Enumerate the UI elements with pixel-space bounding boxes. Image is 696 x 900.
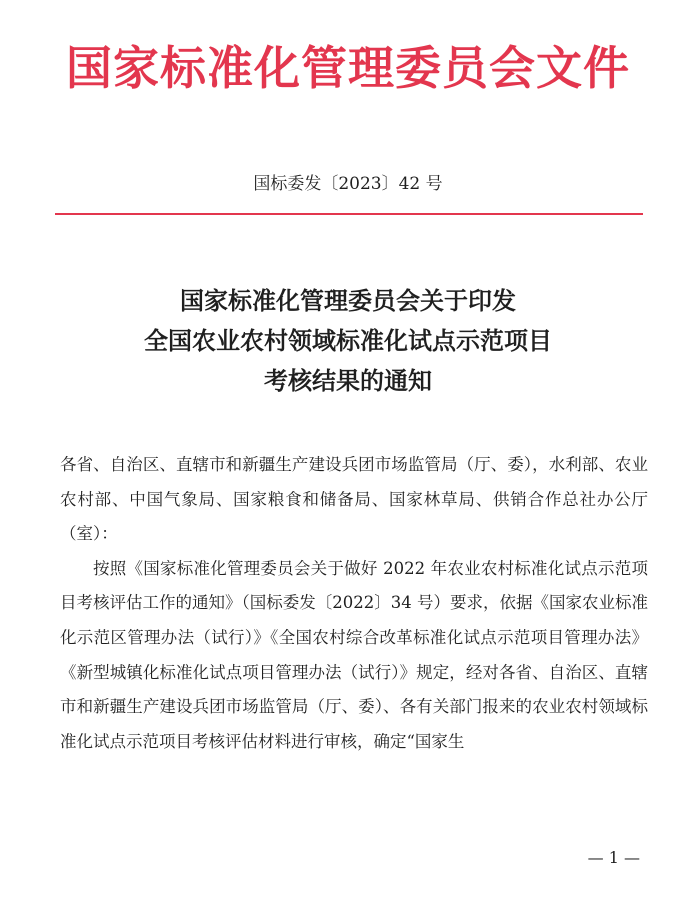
document-number: 国标委发〔2023〕42 号 xyxy=(253,174,443,194)
masthead-title: 国家标准化管理委员会文件 xyxy=(66,41,630,95)
document-body xyxy=(60,448,648,759)
salutation: 各省、自治区、直辖市和新疆生产建设兵团市场监管局（厅、委），水利部、农业农村部、中国气象局、国家粮食和储备局、国家林草局、供销合作总社办公厅（室）： xyxy=(60,455,648,544)
page-number: — 1 — xyxy=(587,848,640,867)
notice-title-line-3: 考核结果的通知 xyxy=(264,367,432,395)
notice-title xyxy=(0,281,696,401)
red-divider-line xyxy=(55,213,643,215)
body-paragraph: 按照《国家标准化管理委员会关于做好 2022 年农业农村标准化试点示范项目考核评估工作的通知》（国标委发〔2022〕34 号）要求，依据《国家农业标准化示范区管理办法（试行）》《全国农村综合改革标准化试点示范项目管理办法》《新型城镇化标准化试点项目管理办法（试行）》规定，经对各省、自治区、直辖市和新疆生产建设兵团市场监管局（厅、委）、各有关部门报来的农业农村领域标准化试点示范项目考核评估材料进行审核，确定“国家生 xyxy=(60,558,648,751)
notice-title-line-2: 全国农业农村领域标准化试点示范项目 xyxy=(144,327,552,355)
notice-title-line-1: 国家标准化管理委员会关于印发 xyxy=(180,287,516,315)
